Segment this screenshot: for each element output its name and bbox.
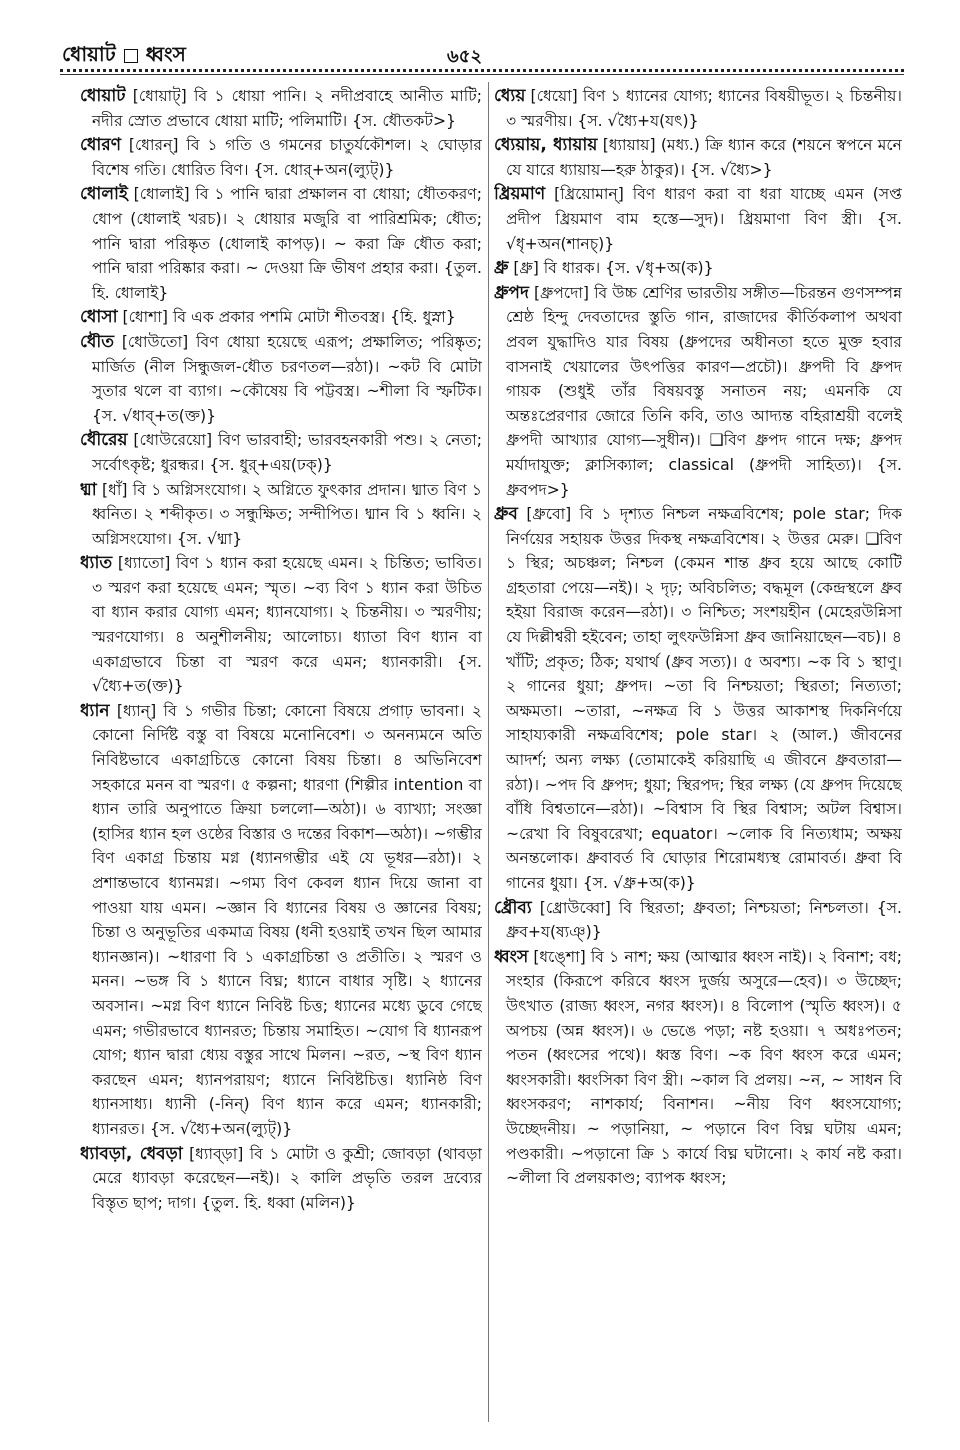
square-separator-icon [124, 49, 138, 63]
entry-definition: [ধ্রিয়োমান্] বিণ ধারণ করা বা ধরা যাচ্ছে এমন (সপ্ত প্রদীপ ধ্রিয়মাণ বাম হস্তে—সুদ)। ধ্রিয়মাণা বিণ স্ত্রী। {স. √ধৃ+অন(শানচ্)} [506, 185, 902, 253]
entry-headword: ধ্রু [494, 258, 509, 279]
entry-definition: [ধোশা] বি এক প্রকার পশমি মোটা শীতবস্ত্র। {হি. ধুস্না} [122, 308, 456, 327]
entry-headword: ধ্রুব [494, 504, 518, 525]
entry-headword: ধ্বংস [494, 946, 529, 967]
dictionary-entry [80, 428, 482, 477]
entry-definition: [ধ্যান্] বি ১ গভীর চিন্তা; কোনো বিষয়ে প্রগাঢ় ভাবনা। ২ কোনো নির্দিষ্ট বস্তু বা বিষয়ে মনোনিবেশ। ৩ অনন্যমনে অতি নিবিষ্টভাবে একাগ্রচিত্তে কোনো বিষয় চিন্তা। ৪ অভিনিবেশ সহকারে মনন বা স্মরণ। ৫ কল্পনা; ধারণা (শিল্পীর intention বা ধ্যান তারি অনুপাতে ক্রিয়া চললো—অঠা)। ৬ ব্যাখ্যা; সংজ্ঞা (হাসির ধ্যান হল ওষ্ঠের বিস্তার ও দন্তের বিকাশ—অঠা)। ~গম্ভীর বিণ একাগ্র চিন্তায় মগ্ন (ধ্যানগম্ভীর এই যে ভূধর—রঠা)। ২ প্রশান্তভাবে ধ্যানমগ্ন। ~গম্য বিণ কেবল ধ্যান দিয়ে জানা বা পাওয়া যায় এমন। ~জ্ঞান বি ধ্যানের বিষয় ও জ্ঞানের বিষয়; চিন্তা ও অনুভূতির একমাত্র বিষয় (ধনী হওয়াই তখন ছিল আমার ধ্যানজ্ঞান)। ~ধারণা বি ১ একাগ্রচিন্তা ও প্রতীতি। ২ স্মরণ ও মনন। ~ভঙ্গ বি ১ ধ্যানে বিঘ্ন; ধ্যানে বাধার সৃষ্টি। ২ ধ্যানের অবসান। ~মগ্ন বিণ ধ্যানে নিবিষ্ট চিত্ত; ধ্যানের মধ্যে ডুবে গেছে এমন; গভীরভাবে ধ্যানরত; চিন্তায় সমাহিত। ~যোগ বি ধ্যানরূপ যোগ; ধ্যান দ্বারা ধ্যেয় বস্তুর সাথে মিলন। ~রত, ~স্থ বিণ ধ্যান করছেন এমন; ধ্যানপরায়ণ; ধ্যানে নিবিষ্টচিত্ত। ধ্যানিষ্ঠ বিণ ধ্যানসাধ্য। ধ্যানী (-নিন্) বিণ ধ্যান করে এমন; ধ্যানকারী; ধ্যানরত। {স. √ধ্যৈ+অন(ল্যুট্)} [92, 701, 482, 1138]
dictionary-entry [80, 305, 482, 330]
entry-headword: ধোয়াট [80, 86, 126, 106]
right-column [494, 84, 902, 1424]
dictionary-entry [80, 182, 482, 305]
page-number: ৬৫২ [447, 46, 483, 67]
entry-headword: ধ্যাবড়া, ধেবড়া [80, 1143, 183, 1164]
entry-headword: ধ্মা [80, 479, 97, 500]
header-rule-dotted [60, 69, 904, 72]
entry-definition: [ধোরন্] বি ১ গতি ও গমনের চাতুর্যকৌশল। ২ ঘোড়ার বিশেষ গতি। ধোরিত বিণ। {স. ধোর্+অন(ল্যুট্)} [92, 136, 482, 179]
dictionary-entry [80, 133, 482, 182]
entry-headword: ধ্যেয়ায়, ধ্যায়ায় [494, 135, 598, 156]
entry-definition: [ধ্রুবো] বি ১ দৃশ্যত নিশ্চল নক্ষত্রবিশেষ; pole star; দিক নির্ণয়ের সহায়ক উত্তর দিকস্থ নক্ষত্রবিশেষ। ২ উত্তর মেরু। ❑বিণ ১ স্থির; অচঞ্চল; নিশ্চল (কেমন শান্ত ধ্রুব হয়ে আছে কোটি গ্রহতারা পেয়ে—নই)। ২ দৃঢ়; অবিচলিত; বদ্ধমূল (কেন্দ্রস্থলে ধ্রুব হইয়া বিরাজ করেন—রঠা)। ৩ নিশ্চিত; সংশয়হীন (মেহেরউন্নিসা যে দিল্লীশ্বরী হইবেন; তাহা লুৎফউন্নিসা ধ্রুব জানিয়াছেন—বচ)। ৪ খাঁটি; প্রকৃত; ঠিক; যথার্থ (ধ্রুব সত্য)। ৫ অবশ্য। ~ক বি ১ স্থাণু। ২ গানের ধুয়া; ধ্রুপদ। ~তা বি নিশ্চয়তা; স্থিরতা; নিত্যতা; অক্ষমতা। ~তারা, ~নক্ষত্র বি ১ উত্তর আকাশস্থ দিকনির্ণয়ে সাহায্যকারী নক্ষত্রবিশেষ; pole star। ২ (আল.) জীবনের আদর্শ; অন্য লক্ষ্য (তোমাকেই করিয়াছি এ জীবনে ধ্রুবতারা—রঠা)। ~পদ বি ধ্রুপদ; ধুয়া; স্থিরপদ; স্থির লক্ষ্য (যে ধ্রুপদ দিয়েছে বাঁধি বিশ্বতানে—রঠা)। ~বিশ্বাস বি স্থির বিশ্বাস; অটল বিশ্বাস। ~রেখা বি বিষুবরেখা; equator। ~লোক বি নিত্যধাম; অক্ষয় অনন্তলোক। ধ্রুবাবর্ত বি ঘোড়ার শিরোমধ্যস্থ রোমাবর্ত। ধ্রুবা বি গানের ধুয়া। {স. √ধ্রু+অ(ক)} [506, 505, 902, 892]
dictionary-entry [494, 896, 902, 945]
entry-definition: [ধেয়ো] বিণ ১ ধ্যানের যোগ্য; ধ্যানের বিষয়ীভূত। ২ চিন্তনীয়। ৩ স্মরণীয়। {স. √ধ্যৈ+য(যৎ)} [506, 87, 902, 130]
entry-definition: [ধ্রোউব্বো] বি স্থিরতা; ধ্রুবতা; নিশ্চয়তা; নিশ্চলতা। {স. ধ্রুব+য(ষ্যঞ্)} [506, 898, 902, 942]
entry-headword: ধৌরেয় [80, 430, 128, 451]
entry-definition: [ধোউরেয়ো] বিণ ভারবাহী; ভারবহনকারী পশু। ২ নেতা; সর্বোৎকৃষ্ট; ধুরন্ধর। {স. ধুর্+এয়(ঢক্)} [92, 431, 482, 474]
guide-word-last: ধ্বংস [145, 42, 186, 66]
dictionary-entry [80, 478, 482, 552]
entry-headword: ধোসা [80, 307, 118, 328]
dictionary-entry [80, 551, 482, 699]
header-rule [60, 74, 904, 75]
dictionary-entry [80, 330, 482, 428]
entry-headword: ধোরণ [80, 135, 121, 156]
entry-definition: [ধাঁ] বি ১ অগ্নিসংযোগ। ২ অগ্নিতে ফুৎকার প্রদান। ধ্মাত বিণ ১ ধ্বনিত। ২ শব্দীকৃত। ৩ সন্ধুক্ষিত; সন্দীপিত। ধ্মান বি ১ ধ্বনি। ২ অগ্নিসংযোগ। {স. √ধ্মা} [92, 480, 482, 548]
entry-definition: [ধঙ্শো] বি ১ নাশ; ক্ষয় (আত্মার ধ্বংস নাই)। ২ বিনাশ; বধ; সংহার (কিরূপে করিবে ধ্বংস দুর্জয় অসুরে—হেব)। ৩ উচ্ছেদ; উৎখাত (রাজ্য ধ্বংস, নগর ধ্বংস)। ৪ বিলোপ (স্মৃতি ধ্বংস)। ৫ অপচয় (অন্ন ধ্বংস)। ৬ ভেঙে পড়া; নষ্ট হওয়া। ৭ অধঃপতন; পতন (ধ্বংসের পথে)। ধ্বস্ত বিণ। ~ক বিণ ধ্বংস করে এমন; ধ্বংসকারী। ধ্বংসিকা বিণ স্ত্রী। ~কাল বি প্রলয়। ~ন, ~ সাধন বি ধ্বংসকরণ; নাশকার্য; বিনাশন। ~নীয় বিণ ধ্বংসযোগ্য; উচ্ছেদনীয়। ~ পড়ানিয়া, ~ পড়ানে বিণ বিঘ্ন ঘটায় এমন; পণ্ডকারী। ~পড়ানো ক্রি ১ কার্যে বিঘ্ন ঘটানো। ২ কার্য নষ্ট করা। ~লীলা বি প্রলয়কাণ্ড; ব্যাপক ধ্বংস; [506, 947, 902, 1188]
entry-headword: ধ্রুপদ [494, 282, 529, 303]
dictionary-entry [494, 281, 902, 502]
entry-definition: [ধ্যাব্ড়া] বি ১ মোটা ও কুশ্রী; জোবড়া (থাবড়া মেরে ধ্যাবড়া করেছেন—নই)। ২ কালি প্রভৃতি তরল দ্রব্যের বিস্তৃত ছাপ; দাগ। {তুল. হি. ধব্বা (মলিন)} [92, 1144, 482, 1212]
entry-definition: [ধ্যায়ায়] (মধ্য.) ক্রি ধ্যান করে (শয়নে স্বপনে মনে যে যারে ধ্যায়ায়—হরু ঠাকুর)। {স. √ধ্যৈ>} [506, 136, 902, 179]
guide-word-first: ধোয়াট [62, 42, 116, 66]
dictionary-entry [494, 182, 902, 256]
dictionary-entry [494, 945, 902, 1191]
entry-definition: [ধ্যাতো] বিণ ১ ধ্যান করা হয়েছে এমন। ২ চিন্তিত; ভাবিত। ৩ স্মরণ করা হয়েছে এমন; স্মৃত। ~ব্য বিণ ১ ধ্যান করা উচিত বা ধ্যান করার যোগ্য এমন; ধ্যানযোগ্য। ২ চিন্তনীয়। ৩ স্মরণীয়; স্মরণযোগ্য। ৪ অনুশীলনীয়; আলোচ্য। ধ্যাতা বিণ ধ্যান বা একাগ্রভাবে চিন্তা বা স্মরণ করে এমন; ধ্যানকারী। {স. √ধ্যৈ+ত(ক্ত)} [92, 554, 482, 696]
column-divider [488, 82, 489, 1422]
entry-headword: ধ্যান [80, 700, 110, 721]
entry-definition: [ধ্রু] বি ধারক। {স. √ধৃ+অ(ক)} [513, 259, 714, 278]
dictionary-entry [494, 84, 902, 133]
left-column [80, 84, 482, 1424]
entry-headword: ধ্যেয় [494, 86, 526, 106]
page-header [62, 38, 902, 68]
dictionary-entry [494, 256, 902, 281]
dictionary-entry [80, 1142, 482, 1216]
dictionary-entry [80, 84, 482, 133]
entry-headword: ধ্রৌব্য [494, 897, 532, 918]
dictionary-entry [80, 699, 482, 1142]
entry-headword: ধোলাই [80, 184, 128, 205]
entry-definition: [ধোউতো] বিণ ধোয়া হয়েছে এরূপ; প্রক্ষালিত; পরিষ্কৃত; মার্জিত (নীল সিন্ধুজল-ধৌত চরণতল—রঠা)। ~কট বি মোটা সুতার থলে বা ব্যাগ। ~কৌষেয় বি পট্টবস্ত্র। ~শীলা বি স্ফটিক। {স. √ধাব্+ত(ক্ত)} [92, 332, 482, 425]
entry-definition: [ধ্রুপদো] বি উচ্চ শ্রেণির ভারতীয় সঙ্গীত—চিরন্তন গুণসম্পন্ন শ্রেষ্ঠ হিন্দু দেবতাদের স্তুতি গান, রাজাদের কীর্তিকলাপ অথবা প্রবল যুদ্ধাদিও যার বিষয় (ধ্রুপদের অধীনতা হতে মুক্ত হবার বাসনাই খেয়ালের উৎপত্তির কারণ—প্রচৌ)। ধ্রুপদী বি ধ্রুপদ গায়ক (শুধুই তাঁর বিষয়বস্তু সনাতন নয়; এমনকি যে অন্তঃপ্রেরণার জোরে তিনি কবি, তাও আদ্যন্ত বহিরাশ্রয়ী বলেই ধ্রুপদী আখ্যার যোগ্য—সুধীন)। ❑বিণ ধ্রুপদ গানে দক্ষ; ধ্রুপদ মর্যাদাযুক্ত; ক্লাসিক্যাল; classical (ধ্রুপদী সাহিত্য)। {স. ধ্রুবপদ>} [506, 283, 902, 499]
entry-headword: ধৌত [80, 331, 115, 352]
dictionary-entry [494, 502, 902, 896]
entry-definition: [ধোয়াট্] বি ১ ধোয়া পানি। ২ নদীপ্রবাহে আনীত মাটি; নদীর স্রোত প্রভাবে ধোয়া মাটি; পলিমাটি। {স. ধৌতকট>} [92, 87, 482, 130]
entry-definition: [ধোলাই] বি ১ পানি দ্বারা প্রক্ষালন বা ধোয়া; ধৌতকরণ; ধোপ (ধোলাই খরচ)। ২ ধোয়ার মজুরি বা পারিশ্রমিক; ধৌত; পানি দ্বারা পরিষ্কৃত (ধোলাই কাপড়)। ~ করা ক্রি ধৌত করা; পানি দ্বারা পরিষ্কার করা। ~ দেওয়া ক্রি ভীষণ প্রহার করা। {তুল. হি. ধোলাই} [92, 185, 482, 302]
entry-headword: ধ্রিয়মাণ [494, 184, 546, 205]
entry-headword: ধ্যাত [80, 553, 113, 574]
dictionary-entry [494, 133, 902, 182]
